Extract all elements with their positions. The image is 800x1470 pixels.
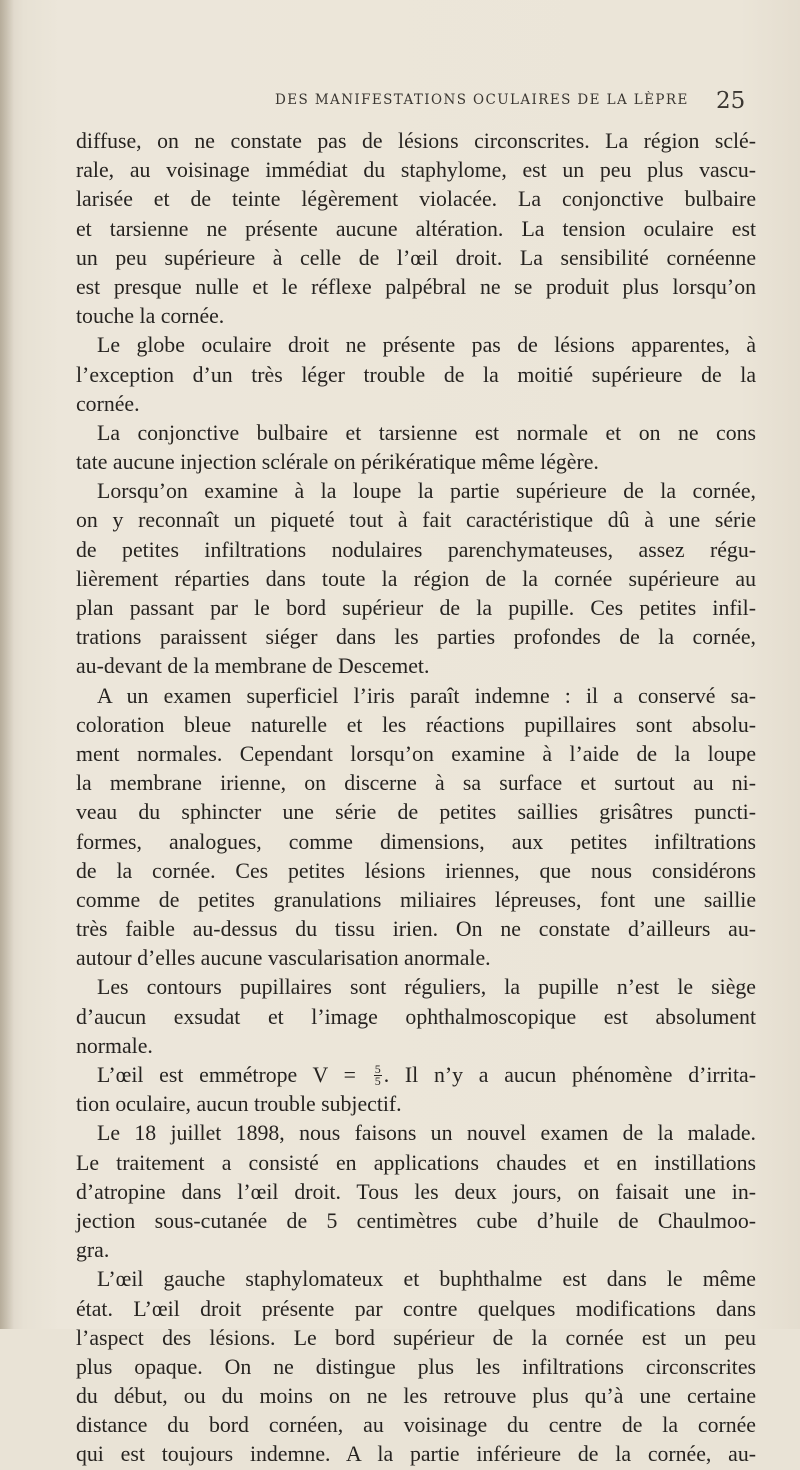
- text-line: la membrane irienne, on discerne à sa surface et surtout au ni-: [76, 771, 756, 796]
- text-line: tate aucune injection sclérale on périkératique même légère.: [76, 450, 599, 475]
- text-line: d’aucun exsudat et l’image ophthalmoscopique est absolument: [76, 1004, 756, 1029]
- text-line: d’atropine dans l’œil droit. Tous les deux jours, on faisait une in-: [76, 1179, 756, 1204]
- text-line: de petites infiltrations nodulaires parenchymateuses, assez régu-: [76, 537, 756, 562]
- text-line: Lorsqu’on examine à la loupe la partie supérieure de la cornée,: [97, 479, 756, 504]
- text-line: on y reconnaît un piqueté tout à fait caractéristique dû à une série: [76, 508, 756, 533]
- text-line: comme de petites granulations miliaires lépreuses, font une saillie: [76, 887, 756, 912]
- text-line: un peu supérieure à celle de l’œil droit. La sensibilité cornéenne: [76, 245, 756, 270]
- fraction-denominator: 5: [374, 1073, 381, 1088]
- text-line: La conjonctive bulbaire et tarsienne est normale et on ne cons: [97, 420, 756, 445]
- running-head: DES MANIFESTATIONS OCULAIRES DE LA LÈPRE: [275, 92, 689, 108]
- text-line: est presque nulle et le réflexe palpébral ne se produit plus lorsqu’on: [76, 274, 756, 299]
- text-line: autour d’elles aucune vascularisation anormale.: [76, 946, 491, 971]
- text-line: touche la cornée.: [76, 304, 225, 329]
- text-line: au-devant de la membrane de Descemet.: [76, 654, 430, 679]
- text-line: plus opaque. On ne distingue plus les infiltrations circonscrites: [76, 1354, 756, 1379]
- text-line: plan passant par le bord supérieur de la pupille. Ces petites infil-: [76, 596, 756, 620]
- text-line: diffuse, on ne constate pas de lésions circonscrites. La région sclé-: [76, 129, 756, 153]
- text-line: Le globe oculaire droit ne présente pas de lésions apparentes, à: [97, 333, 756, 358]
- body-text: [76, 127, 756, 1470]
- text-line: Les contours pupillaires sont réguliers, la pupille n’est le siège: [97, 975, 756, 1000]
- visual-acuity-fraction: [374, 1061, 382, 1088]
- page-number: 25: [716, 88, 746, 114]
- text-line: ment normales. Cependant lorsqu’on examine à l’aide de la loupe: [76, 741, 756, 766]
- text-line: formes, analogues, comme dimensions, aux petites infiltrations: [76, 829, 756, 854]
- line-text-after: . Il n’y a aucun phénomène d’irrita-: [383, 1063, 756, 1087]
- text-line: cornée.: [76, 391, 140, 416]
- text-line: et tarsienne ne présente aucune altération. La tension oculaire est: [76, 216, 756, 241]
- text-line: très faible au-dessus du tissu irien. On ne constate d’ailleurs au-: [76, 917, 756, 942]
- text-line: trations paraissent siéger dans les parties profondes de la cornée,: [76, 625, 756, 650]
- text-line: Le 18 juillet 1898, nous faisons un nouvel examen de la malade.: [97, 1121, 756, 1146]
- text-line: qui est toujours indemne. A la partie inférieure de la cornée, au-: [76, 1442, 756, 1467]
- text-line: jection sous-cutanée de 5 centimètres cube d’huile de Chaulmoo-: [76, 1208, 756, 1233]
- text-line: larisée et de teinte légèrement violacée. La conjonctive bulbaire: [76, 187, 756, 212]
- text-line: tion oculaire, aucun trouble subjectif.: [76, 1092, 402, 1117]
- text-line: rale, au voisinage immédiat du staphylome, est un peu plus vascu-: [76, 158, 756, 183]
- text-line: Le traitement a consisté en applications chaudes et en instillations: [76, 1150, 756, 1175]
- text-line: l’aspect des lésions. Le bord supérieur de la cornée est un peu: [76, 1325, 756, 1350]
- text-line: lièrement réparties dans toute la région de la cornée supérieure au: [76, 566, 756, 591]
- text-line: gra.: [76, 1238, 110, 1263]
- text-line: A un examen superficiel l’iris paraît indemne : il a conservé sa-: [97, 683, 756, 708]
- page-header: [0, 62, 800, 114]
- text-line: l’exception d’un très léger trouble de la moitié supérieure de la: [76, 362, 756, 387]
- text-line: du début, ou du moins on ne les retrouve plus qu’à une certaine: [76, 1384, 756, 1409]
- text-line: état. L’œil droit présente par contre quelques modifications dans: [76, 1296, 756, 1321]
- text-line-with-fraction: [76, 1061, 756, 1090]
- text-line: normale.: [76, 1033, 153, 1058]
- text-line: veau du sphincter une série de petites saillies grisâtres puncti-: [76, 800, 756, 825]
- text-line: de la cornée. Ces petites lésions iriennes, que nous considérons: [76, 858, 756, 883]
- text-line: L’œil gauche staphylomateux et buphthalme est dans le même: [97, 1267, 756, 1292]
- fraction-numerator: 5: [374, 1061, 381, 1076]
- line-text-before: L’œil est emmétrope V =: [97, 1063, 372, 1087]
- text-line: distance du bord cornéen, au voisinage du centre de la cornée: [76, 1413, 756, 1438]
- text-line: coloration bleue naturelle et les réactions pupillaires sont absolu-: [76, 712, 756, 737]
